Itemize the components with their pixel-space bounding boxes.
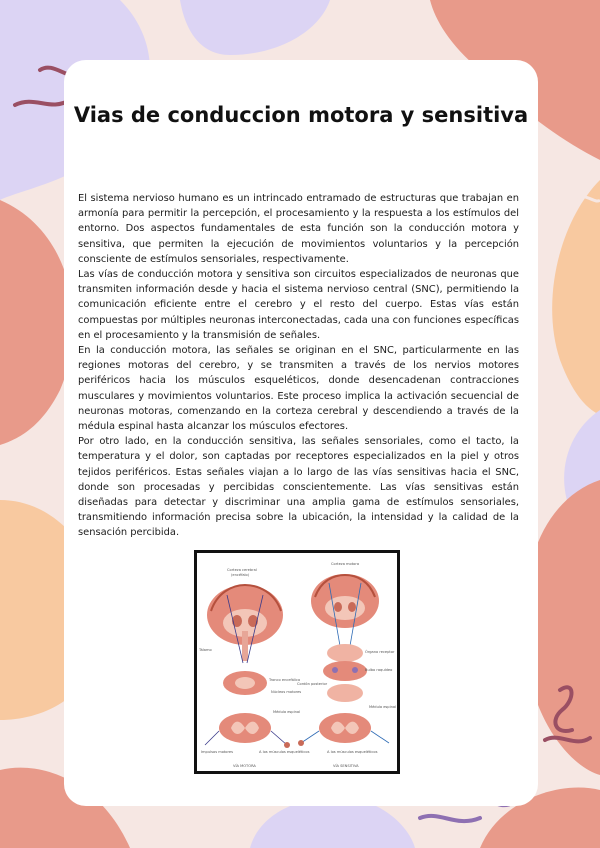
label-motor-impulses: Impulsos motores <box>201 750 233 754</box>
neural-pathways-figure <box>194 550 400 774</box>
page-title: Vias de conduccion motora y sensitiva <box>73 103 529 127</box>
paragraph-3: En la conducción motora, las señales se originan en el SNC, particularmente en las regiones motoras del cerebro, y se transmiten a través de los nervios motores periféricos hacia los músculos esqueléticos, donde desencadenan contracciones musculares y movimientos voluntarios. Este proceso implica la activación secuencial de neuronas motoras, comenzando en la corteza cerebral y descendiendo a través de la médula espinal hasta alcanzar los músculos efectores. <box>78 345 519 433</box>
motor-brainstem-section <box>223 671 267 695</box>
label-motor-pathway: VÍA MOTORA <box>233 764 256 768</box>
figure-canvas <box>197 553 397 771</box>
label-spinal-cord-right: Médula espinal <box>369 705 397 709</box>
label-motor-cortex: Corteza motora <box>331 562 360 566</box>
sensory-spinal-section <box>298 713 389 746</box>
label-spinal-cord-left: Médula espinal <box>273 710 301 714</box>
document-body <box>78 191 519 541</box>
label-thalamus: Tálamo <box>199 648 212 652</box>
paragraph-1: El sistema nervioso humano es un intrincado entramado de estructuras que trabajan en armonía para permitir la percepción, el procesamiento y la respuesta a los estímulos del entorno. Dos aspectos fundamentales de esta función son la conducción motora y sensitiva, que permiten la ejecución de movimientos voluntarios y la percepción consciente de estímulos sensoriales, respectivamente. <box>78 193 519 265</box>
label-motor-nuclei: Núcleos motores <box>271 690 302 694</box>
label-brainstem: Tronco encefálico <box>269 678 301 682</box>
motor-brain-illustration <box>207 585 283 663</box>
paragraph-2: Las vías de conducción motora y sensitiva son circuitos especializados de neuronas que transmiten información desde y hacia el sistema nervioso central (SNC), permitiendo la comunicación eficiente entre el cerebro y el resto del cuerpo. Estas vías están compuestas por múltiples neuronas interconectadas, cada una con funciones específicas en el procesamiento y la transmisión de señales. <box>78 269 519 341</box>
label-to-muscles-right: A los músculos esqueléticos <box>327 750 378 754</box>
label-receptor: Órgano receptor <box>365 650 395 654</box>
pathway-illustration <box>197 553 397 771</box>
label-posterior-cord: Cordón posterior <box>297 682 328 686</box>
motor-spinal-section <box>205 713 290 748</box>
label-medulla: Bulbo raquídeo <box>365 668 393 672</box>
label-to-muscles-left: A los músculos esqueléticos <box>259 750 310 754</box>
label-cortex: Corteza cerebral <box>227 568 257 572</box>
paragraph-4: Por otro lado, en la conducción sensitiva, las señales sensoriales, como el tacto, la temperatura y el dolor, son captadas por receptores especializados en la piel y otros tejidos periféricos. Estas señales viajan a lo largo de las vías sensitivas hacia el SNC, donde son procesadas y percibidas conscientemente. Las vías sensitivas están diseñadas para detectar y discriminar una amplia gama de estímulos sensoriales, transmitiendo información precisa sobre la ubicación, la intensidad y la calidad de la sensación percibida. <box>78 436 519 539</box>
label-cortex-sub: (encéfalo) <box>231 573 250 577</box>
sensory-brainstem-sections <box>323 644 367 702</box>
label-sensory-pathway: VÍA SENSITIVA <box>333 764 359 768</box>
